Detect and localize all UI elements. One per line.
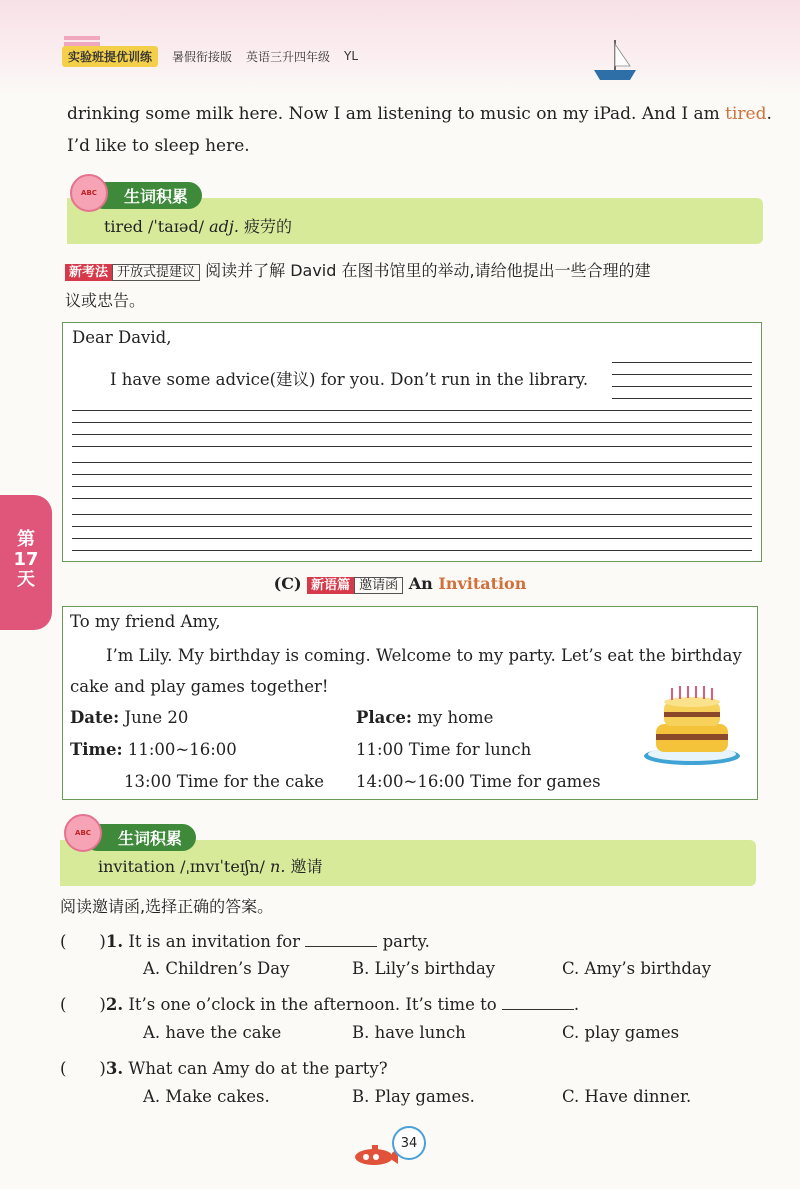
- submarine-icon: [352, 1142, 398, 1166]
- invitation-body-1: I’m Lily. My birthday is coming. Welcome to my party. Let’s eat the birthday: [106, 646, 742, 665]
- page-number: 34: [392, 1126, 426, 1160]
- sailboat-icon: [590, 38, 640, 84]
- writing-line[interactable]: [72, 434, 752, 435]
- vocab-title-1: 生词积累: [90, 182, 202, 209]
- question-2: ( )2. It’s one o’clock in the afternoon. It’s time to .: [60, 995, 580, 1014]
- day-side-tab-label: 第 17 天: [13, 529, 39, 590]
- writing-line[interactable]: [72, 462, 752, 463]
- option-a[interactable]: A. Make cakes.: [143, 1087, 270, 1106]
- schedule-lunch: 11:00 Time for lunch: [356, 740, 532, 759]
- writing-line[interactable]: [72, 474, 752, 475]
- vocab-entry-2: invitation /ˌɪnvɪˈteɪʃn/ n. 邀请: [98, 857, 323, 876]
- code-label: YL: [344, 49, 359, 63]
- writing-line[interactable]: [72, 498, 752, 499]
- answer-slot[interactable]: ( ): [60, 995, 106, 1014]
- section-c-header: (C) 新语篇 邀请函 An Invitation: [273, 574, 527, 593]
- text-type-tag: 邀请函: [354, 577, 403, 594]
- writing-line[interactable]: [72, 422, 752, 423]
- new-text-tag: 新语篇: [307, 577, 354, 594]
- writing-line[interactable]: [72, 410, 752, 411]
- option-b[interactable]: B. have lunch: [352, 1023, 466, 1042]
- question-1: ( )1. It is an invitation for party.: [60, 932, 430, 951]
- piggy-bank-icon: ABC: [70, 174, 108, 212]
- intro-line-2: I’d like to sleep here.: [67, 136, 250, 156]
- new-exam-tag: 新考法: [65, 264, 112, 281]
- invitation-place: Place: my home: [356, 708, 494, 727]
- answer-slot[interactable]: ( ): [60, 932, 106, 951]
- answer-slot[interactable]: ( ): [60, 1059, 106, 1078]
- invitation-date: Date: June 20: [70, 708, 189, 727]
- option-a[interactable]: A. Children’s Day: [143, 959, 290, 978]
- question-3: ( )3. What can Amy do at the party?: [60, 1059, 388, 1078]
- fill-blank[interactable]: [305, 933, 377, 947]
- task-instruction-2: 议或忠告。: [65, 291, 146, 310]
- task-instruction: 新考法 开放式提建议 阅读并了解 David 在图书馆里的举动,请给他提出一些合理的建: [65, 256, 651, 288]
- fill-blank[interactable]: [502, 996, 574, 1010]
- option-c[interactable]: C. play games: [562, 1023, 680, 1042]
- writing-line[interactable]: [612, 386, 752, 387]
- vocab-title-2: 生词积累: [84, 824, 196, 851]
- writing-line[interactable]: [72, 486, 752, 487]
- letter-body: I have some advice(建议) for you. Don’t run in the library.: [110, 370, 589, 389]
- invitation-body-2: cake and play games together!: [70, 677, 329, 696]
- writing-line[interactable]: [612, 362, 752, 363]
- writing-line[interactable]: [72, 514, 752, 515]
- vocab-entry-1: tired /ˈtaɪəd/ adj. 疲劳的: [104, 217, 293, 236]
- writing-line[interactable]: [72, 526, 752, 527]
- invitation-time: Time: 11:00~16:00: [70, 740, 237, 759]
- brand-title: 实验班提优训练: [62, 46, 158, 67]
- piggy-bank-icon: ABC: [64, 814, 102, 852]
- writing-line[interactable]: [72, 446, 752, 447]
- questions-instruction: 阅读邀请函,选择正确的答案。: [60, 897, 274, 916]
- schedule-cake: 13:00 Time for the cake: [124, 772, 325, 791]
- schedule-games: 14:00~16:00 Time for games: [356, 772, 601, 791]
- accent-word: tired: [725, 104, 767, 124]
- writing-line[interactable]: [612, 398, 752, 399]
- option-c[interactable]: C. Amy’s birthday: [562, 959, 712, 978]
- option-b[interactable]: B. Play games.: [352, 1087, 475, 1106]
- page-header: [62, 44, 358, 68]
- option-b[interactable]: B. Lily’s birthday: [352, 959, 496, 978]
- intro-line-1: drinking some milk here. Now I am listening to music on my iPad. And I am tired.: [67, 104, 772, 124]
- task-type-tag: 开放式提建议: [112, 264, 200, 281]
- letter-greeting: Dear David,: [72, 328, 172, 347]
- writing-line[interactable]: [612, 374, 752, 375]
- option-c[interactable]: C. Have dinner.: [562, 1087, 692, 1106]
- option-a[interactable]: A. have the cake: [143, 1023, 282, 1042]
- birthday-cake-icon: [642, 684, 742, 768]
- course-label: 英语三升四年级: [246, 49, 331, 64]
- writing-line[interactable]: [72, 538, 752, 539]
- writing-line[interactable]: [72, 550, 752, 551]
- edition-label: 暑假衔接版: [172, 49, 233, 64]
- invitation-greeting: To my friend Amy,: [70, 612, 221, 631]
